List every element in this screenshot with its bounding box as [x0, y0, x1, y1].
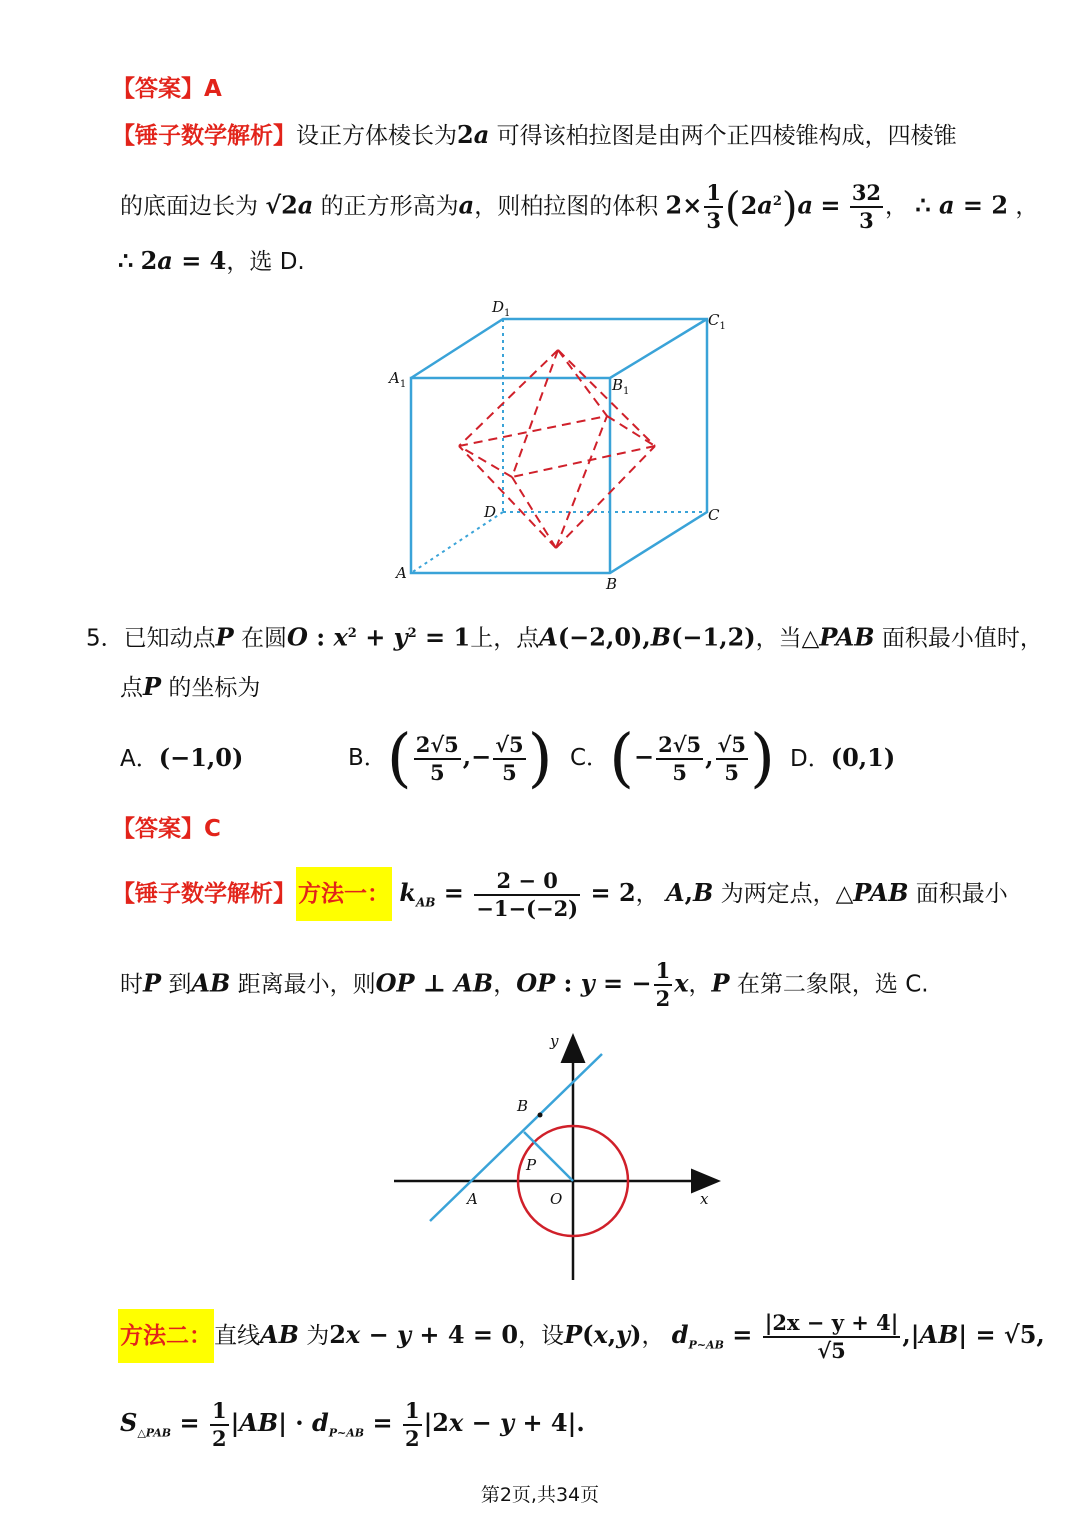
q4-analysis-line1: 【锤子数学解析】设正方体棱长为2a 可得该柏拉图是由两个正四棱锥构成，四棱锥	[112, 120, 957, 149]
answer-value: C	[204, 816, 221, 842]
label-A: A	[396, 564, 407, 582]
text: 面积最小值时，	[881, 625, 1043, 652]
text: 距离最小，则	[237, 971, 376, 998]
q5-stem-line2: 点P 的坐标为	[120, 672, 261, 701]
label-D1: $D_1$	[492, 298, 511, 319]
question-number: 5．	[86, 625, 124, 652]
label-x: x	[700, 1190, 709, 1208]
text: 上，点	[470, 625, 540, 652]
label-B: B	[606, 575, 618, 593]
label-y: y	[550, 1032, 559, 1050]
option-letter: D．	[790, 746, 831, 772]
text: ，	[641, 1323, 665, 1349]
option-a: A．(−1,0)	[120, 743, 244, 772]
label-D: D	[484, 503, 497, 521]
option-letter: C．	[570, 745, 610, 771]
q4-answer-line	[112, 72, 222, 106]
q5-method2-line2: $S_{\triangle PAB}$ = $\frac{1}{2}$ $|AB| \cdot d_{P\sim AB}$ = $\frac{1}{2}$ |2x − y + 4|.	[120, 1397, 585, 1451]
analysis-tag: 【锤子数学解析】	[112, 123, 296, 149]
option-letter: A．	[120, 746, 159, 772]
text: 已知动点	[123, 625, 216, 652]
text: 的正方形高为	[320, 193, 459, 220]
q5-method1-line1: 【锤子数学解析】方法一： $k_{AB}$ = $\frac{2 - 0}{-1-(-2)}$ = 2， A,B 为两定点，△PAB 面积最小	[112, 867, 1008, 921]
cube-hidden-edges	[411, 319, 707, 573]
label-A: A	[467, 1190, 478, 1208]
text: 面积最小	[915, 881, 1008, 907]
text: ，选 D.	[226, 249, 305, 275]
label-P: P	[526, 1156, 537, 1174]
text: 点	[120, 675, 143, 701]
cube-octahedron-figure	[380, 290, 740, 600]
label-B: B	[517, 1097, 529, 1115]
method2-highlight: 方法二：	[118, 1309, 214, 1363]
label-O: O	[550, 1190, 563, 1208]
q5-method1-line2: 时P 到AB 距离最小，则OP ⊥ AB，OP : y = − $\frac{1}{2}$ x，P 在第二象限，选 C.	[120, 958, 929, 1011]
text: 可得该柏拉图是由两个正四棱锥构成，四棱锥	[496, 123, 957, 149]
method1-highlight: 方法一：	[296, 867, 392, 921]
text: ，则柏拉图的体积	[474, 193, 659, 220]
label-B1: $B_1$	[612, 376, 630, 397]
label-C: C	[708, 506, 720, 524]
option-b: B．( $\frac{2√5}{5}$ ,− $\frac{√5}{5}$ )	[348, 721, 553, 796]
page-footer: 第2页,共34页	[480, 1484, 600, 1506]
option-c: C．(− $\frac{2√5}{5}$ , $\frac{√5}{5}$ )	[570, 721, 775, 796]
text: ，当△	[755, 625, 820, 652]
q5-answer-line	[112, 812, 221, 846]
answer-tag: 【答案】	[112, 816, 204, 842]
point-B	[538, 1113, 543, 1118]
text: 到	[168, 971, 192, 998]
text: 设正方体棱长为	[296, 123, 457, 149]
text: ，	[493, 971, 517, 998]
text: ∴	[118, 246, 134, 275]
analysis-tag: 【锤子数学解析】	[112, 881, 296, 907]
text: 时	[120, 971, 143, 998]
option-letter: B．	[348, 745, 387, 771]
text: 为两定点，△	[720, 881, 854, 907]
cube-solid-edges	[411, 319, 707, 573]
line-AB	[430, 1054, 602, 1221]
text: 在圆	[241, 625, 287, 652]
label-A1: $A_1$	[389, 369, 407, 390]
text: ∴	[915, 190, 931, 220]
option-d: D．(0,1)	[790, 743, 896, 772]
text: 的底面边长为	[120, 193, 258, 220]
q5-method2-line1: 方法二：直线AB 为2x − y + 4 = 0，设P(x,y)， $d_{P\sim AB}$ = $\frac{|2x - y + 4|}{√5}$ ,|AB| = √5,	[120, 1309, 1045, 1363]
text: 在第二象限，选 C.	[736, 971, 929, 998]
q4-analysis-line3: ∴ 2a = 4，选 D.	[118, 246, 305, 275]
answer-tag: 【答案】	[112, 76, 204, 102]
text: 为	[306, 1323, 330, 1349]
q4-analysis-line2: 的底面边长为 √2a 的正方形高为a，则柏拉图的体积 2× $\frac{1}{3}$ $(2a^2)a$ = $\frac{32}{3}$ ， ∴ a = 2 ，	[120, 180, 1039, 234]
text: 的坐标为	[168, 675, 261, 701]
text: ，设	[518, 1323, 565, 1349]
label-C1: $C_1$	[708, 311, 726, 332]
answer-value: A	[204, 76, 222, 102]
text: 直线	[214, 1323, 260, 1349]
coordinate-figure	[390, 1030, 730, 1290]
q5-stem-line1: 5．已知动点P 在圆O : $x^2 + y^2 = 1$上，点A(−2,0),B(−1,2)，当△PAB 面积最小值时，	[86, 622, 1043, 652]
text: ，	[688, 971, 712, 998]
text: ，	[885, 193, 909, 220]
